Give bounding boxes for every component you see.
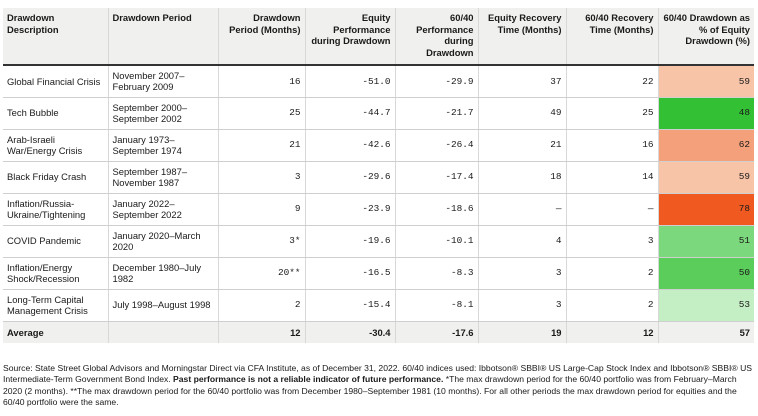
row-description: Black Friday Crash bbox=[3, 161, 108, 193]
footnote-source: Source: State Street Global Advisors and Morningstar Direct via CFA Institute, as of December 31, 2022. 60/40 indices used: Ibbotson® SBBI® US Large-Cap Stock Index and Ibbotson® SBBI® US Intermediate-Term Government Bond Index. bbox=[3, 363, 753, 385]
table-row bbox=[3, 97, 754, 129]
row-pct: 62 bbox=[658, 129, 754, 161]
row-equity: -15.4 bbox=[305, 289, 395, 321]
row-equity-recovery: 18 bbox=[478, 161, 566, 193]
row-sixty-forty: -17.4 bbox=[395, 161, 478, 193]
footnote-disclaimer: Past performance is not a reliable indicator of future performance. bbox=[173, 374, 444, 385]
row-pct: 59 bbox=[658, 65, 754, 97]
row-months: 3 bbox=[218, 161, 305, 193]
row-months: 21 bbox=[218, 129, 305, 161]
drawdown-table bbox=[3, 8, 754, 343]
source-footnote bbox=[3, 363, 754, 408]
row-description: COVID Pandemic bbox=[3, 225, 108, 257]
row-description: Global Financial Crisis bbox=[3, 65, 108, 97]
average-equity: -30.4 bbox=[305, 321, 395, 343]
row-period: November 2007–February 2009 bbox=[108, 65, 218, 97]
row-sf-recovery: 22 bbox=[566, 65, 658, 97]
row-months: 3* bbox=[218, 225, 305, 257]
average-label: Average bbox=[3, 321, 108, 343]
row-period: September 1987–November 1987 bbox=[108, 161, 218, 193]
row-sf-recovery: 2 bbox=[566, 257, 658, 289]
row-sf-recovery: 3 bbox=[566, 225, 658, 257]
col-header-description: Drawdown Description bbox=[3, 8, 108, 65]
row-sixty-forty: -18.6 bbox=[395, 193, 478, 225]
row-pct: 59 bbox=[658, 161, 754, 193]
average-sixty-forty: -17.6 bbox=[395, 321, 478, 343]
row-pct: 50 bbox=[658, 257, 754, 289]
row-period: January 2022–September 2022 bbox=[108, 193, 218, 225]
col-header-equity-recovery: Equity Recovery Time (Months) bbox=[478, 8, 566, 65]
row-period: January 1973–September 1974 bbox=[108, 129, 218, 161]
row-period: January 2020–March 2020 bbox=[108, 225, 218, 257]
row-sf-recovery: 16 bbox=[566, 129, 658, 161]
row-equity: -19.6 bbox=[305, 225, 395, 257]
col-header-sixty-forty: 60/40 Performance during Drawdown bbox=[395, 8, 478, 65]
row-equity-recovery: — bbox=[478, 193, 566, 225]
table-row bbox=[3, 257, 754, 289]
row-equity: -42.6 bbox=[305, 129, 395, 161]
row-equity: -29.6 bbox=[305, 161, 395, 193]
row-equity-recovery: 3 bbox=[478, 289, 566, 321]
row-equity-recovery: 37 bbox=[478, 65, 566, 97]
row-equity: -51.0 bbox=[305, 65, 395, 97]
row-equity-recovery: 21 bbox=[478, 129, 566, 161]
row-sixty-forty: -21.7 bbox=[395, 97, 478, 129]
row-months: 20** bbox=[218, 257, 305, 289]
col-header-period: Drawdown Period bbox=[108, 8, 218, 65]
row-months: 9 bbox=[218, 193, 305, 225]
row-period: September 2000–September 2002 bbox=[108, 97, 218, 129]
row-sf-recovery: — bbox=[566, 193, 658, 225]
row-equity-recovery: 4 bbox=[478, 225, 566, 257]
row-equity: -16.5 bbox=[305, 257, 395, 289]
table-row bbox=[3, 193, 754, 225]
row-pct: 51 bbox=[658, 225, 754, 257]
row-months: 16 bbox=[218, 65, 305, 97]
row-pct: 78 bbox=[658, 193, 754, 225]
row-equity-recovery: 3 bbox=[478, 257, 566, 289]
average-months: 12 bbox=[218, 321, 305, 343]
col-header-pct: 60/40 Drawdown as % of Equity Drawdown (%) bbox=[658, 8, 754, 65]
row-description: Arab-Israeli War/Energy Crisis bbox=[3, 129, 108, 161]
average-row bbox=[3, 321, 754, 343]
row-sf-recovery: 14 bbox=[566, 161, 658, 193]
average-period bbox=[108, 321, 218, 343]
footnote-notes: *The max drawdown period for the 60/40 portfolio was from February–March 2020 (2 months). **The max drawdown period for the 60/40 portfolio was from December 1980–September 1981 (10 months). For all other periods the max drawdown period for equities and the 60/40 portfolio were the same. bbox=[3, 374, 737, 407]
average-pct: 57 bbox=[658, 321, 754, 343]
row-months: 2 bbox=[218, 289, 305, 321]
row-sixty-forty: -26.4 bbox=[395, 129, 478, 161]
average-sf-recovery: 12 bbox=[566, 321, 658, 343]
row-period: July 1998–August 1998 bbox=[108, 289, 218, 321]
row-months: 25 bbox=[218, 97, 305, 129]
row-period: December 1980–July 1982 bbox=[108, 257, 218, 289]
row-description: Tech Bubble bbox=[3, 97, 108, 129]
row-sixty-forty: -10.1 bbox=[395, 225, 478, 257]
row-sf-recovery: 25 bbox=[566, 97, 658, 129]
row-description: Long-Term Capital Management Crisis bbox=[3, 289, 108, 321]
row-equity: -23.9 bbox=[305, 193, 395, 225]
row-equity: -44.7 bbox=[305, 97, 395, 129]
row-sixty-forty: -29.9 bbox=[395, 65, 478, 97]
row-pct: 48 bbox=[658, 97, 754, 129]
row-equity-recovery: 49 bbox=[478, 97, 566, 129]
row-description: Inflation/Russia-Ukraine/Tightening bbox=[3, 193, 108, 225]
row-sixty-forty: -8.1 bbox=[395, 289, 478, 321]
table-row bbox=[3, 65, 754, 97]
col-header-months: Drawdown Period (Months) bbox=[218, 8, 305, 65]
col-header-equity: Equity Performance during Drawdown bbox=[305, 8, 395, 65]
header-row bbox=[3, 8, 754, 65]
row-sixty-forty: -8.3 bbox=[395, 257, 478, 289]
col-header-sf-recovery: 60/40 Recovery Time (Months) bbox=[566, 8, 658, 65]
row-description: Inflation/Energy Shock/Recession bbox=[3, 257, 108, 289]
average-equity-recovery: 19 bbox=[478, 321, 566, 343]
table-row bbox=[3, 289, 754, 321]
table-row bbox=[3, 161, 754, 193]
row-pct: 53 bbox=[658, 289, 754, 321]
table-row bbox=[3, 129, 754, 161]
row-sf-recovery: 2 bbox=[566, 289, 658, 321]
table-row bbox=[3, 225, 754, 257]
